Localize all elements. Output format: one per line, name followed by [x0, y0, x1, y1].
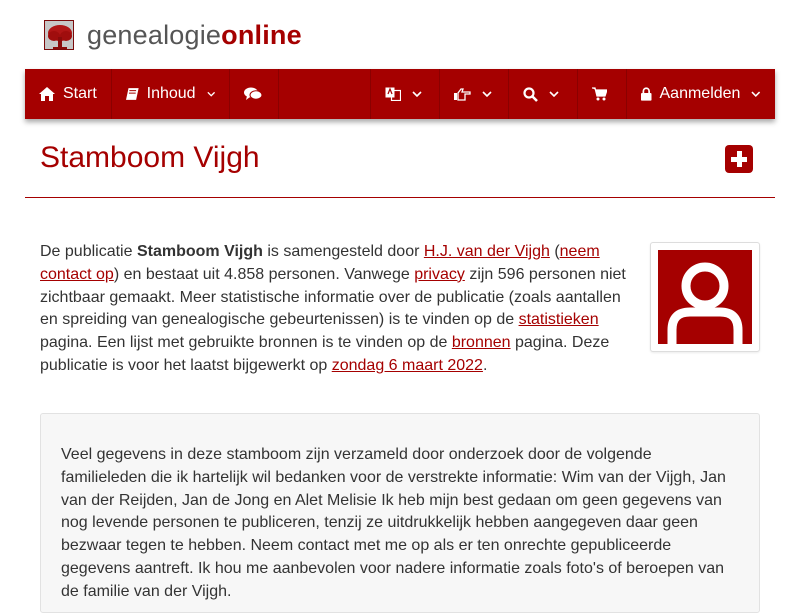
nav-login[interactable] [627, 69, 775, 119]
nav-chat[interactable] [230, 69, 279, 119]
nav-share[interactable] [440, 69, 509, 119]
site-brand[interactable] [44, 18, 302, 52]
nav-inhoud[interactable] [112, 69, 230, 119]
cart-icon [592, 87, 607, 101]
chevron-down-icon [412, 91, 422, 97]
brand-name-plain: genealogie [87, 19, 222, 50]
language-icon [385, 87, 401, 101]
chevron-down-icon [549, 91, 559, 97]
nav-start-label: Start [63, 85, 97, 102]
nav-inhoud-label: Inhoud [146, 85, 196, 102]
author-avatar-frame[interactable] [650, 242, 760, 352]
nav-login-label: Aanmelden [659, 85, 741, 102]
brand-name [87, 20, 302, 51]
chevron-down-icon [751, 91, 761, 97]
intro-text: . [482, 356, 488, 374]
lock-icon [641, 87, 652, 101]
brand-name-bold: online [221, 19, 302, 50]
main-navbar [25, 69, 775, 119]
nav-language[interactable] [371, 69, 440, 119]
publication-name: Stamboom Vijgh [136, 243, 263, 260]
intro-text: ) en bestaat uit 4.858 personen. Vanwege [113, 265, 415, 283]
nav-spacer [279, 69, 371, 119]
user-avatar-icon [658, 250, 752, 344]
tree-logo-icon [44, 20, 74, 50]
intro-text: pagina. Deze publicatie is voor het laatst bijgewerkt op [40, 334, 610, 374]
intro-text: zijn 596 personen niet zichtbaar gemaakt. Meer statistische informatie over de publicatie (zoals aantallen en spreiding van genealogische gebeurtenissen) is te vinden op de [40, 265, 626, 329]
intro-text: is samengesteld door [262, 243, 424, 260]
author-note-panel [40, 413, 760, 613]
plus-square-icon[interactable] [725, 145, 753, 173]
chevron-down-icon [207, 91, 215, 97]
search-icon [523, 87, 538, 102]
statistics-link[interactable]: statistieken [518, 311, 599, 329]
chevron-down-icon [482, 91, 492, 97]
sources-link[interactable]: bronnen [451, 334, 511, 352]
contact-link[interactable]: neem contact op [40, 243, 600, 283]
nav-start[interactable] [25, 69, 112, 119]
author-link[interactable]: H.J. van der Vijgh [423, 243, 550, 260]
intro-text: De publicatie [40, 243, 137, 260]
comments-icon [244, 87, 262, 101]
intro-text: ( [549, 243, 560, 260]
intro-text: pagina. Een lijst met gebruikte bronnen is te vinden op de [40, 334, 452, 352]
last-updated-link[interactable]: zondag 6 maart 2022 [331, 356, 483, 374]
nav-cart[interactable] [578, 69, 627, 119]
book-icon [126, 87, 139, 101]
page-title: Stamboom Vijgh [40, 141, 260, 174]
hand-pointer-icon [454, 88, 471, 101]
author-note-text: Veel gegevens in deze stamboom zijn verzameld door onderzoek door de volgende familieleden die ik hartelijk wil bedanken voor de verstrekte informatie: Wim van der Vijgh, Jan van der Reijden, Jan de Jong en Alet Melisie Ik heb mijn best gedaan om geen gegevens van nog levende personen te publiceren, tenzij ze uitdrukkelijk hebben aangegeven daar geen bezwaar tegen te hebben. Neem contact met me op als er ten onrechte gepubliceerde gegevens aantreft. Ik hou me aanbevolen voor nadere informatie zoals foto's of beroepen van de familie van der Vijgh. [61, 446, 726, 600]
publication-intro [40, 241, 640, 378]
home-icon [39, 87, 55, 101]
privacy-link[interactable]: privacy [414, 265, 465, 283]
nav-search[interactable] [509, 69, 578, 119]
title-divider [25, 197, 775, 198]
